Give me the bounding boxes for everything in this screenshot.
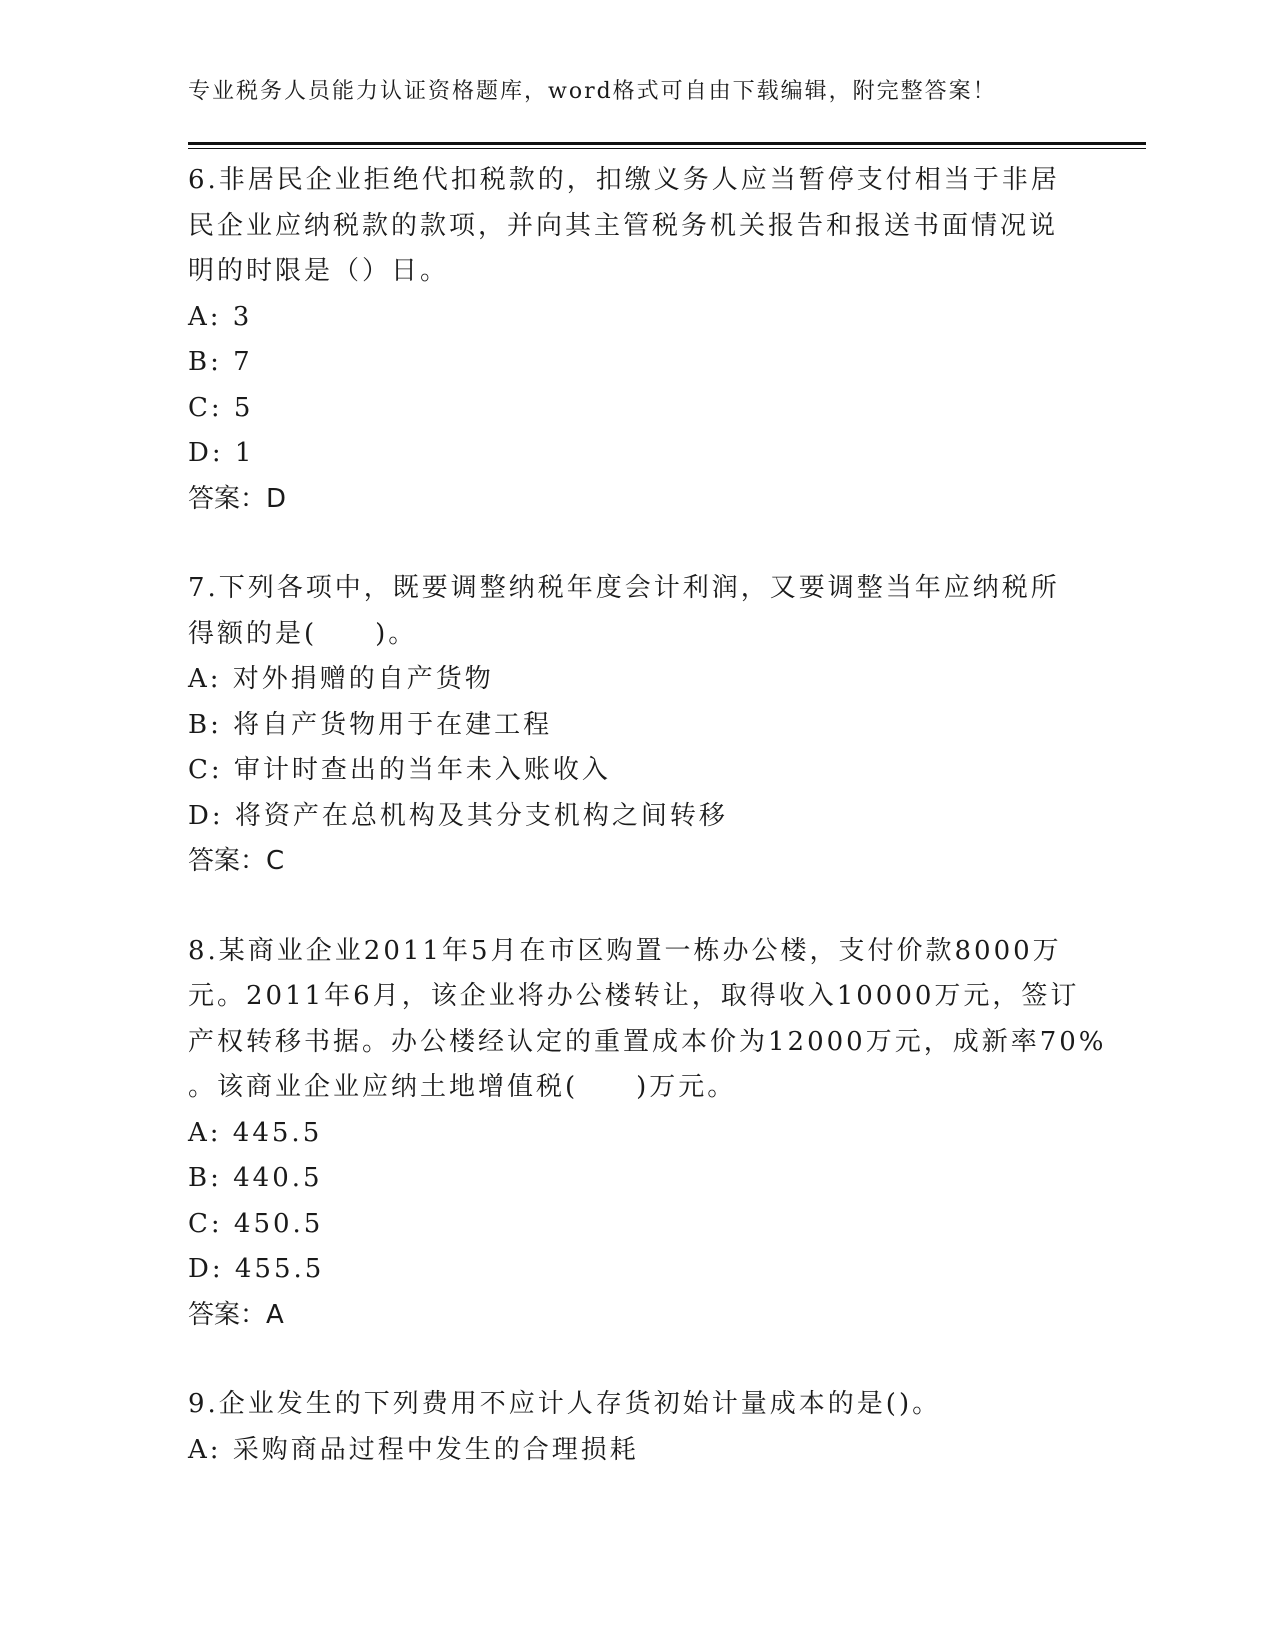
option-a: A: 445.5: [188, 1117, 323, 1148]
option-a: A: 采购商品过程中发生的合理损耗: [188, 1434, 639, 1465]
question-stem: 9.企业发生的下列费用不应计人存货初始计量成本的是()。: [188, 1389, 942, 1419]
question-6: [188, 158, 1088, 522]
question-stem: 6.非居民企业拒绝代扣税款的，扣缴义务人应当暂停支付相当于非居: [188, 165, 1060, 195]
question-stem: 明的时限是（）日。: [188, 256, 450, 286]
question-8: [188, 929, 1107, 1339]
option-b: B: 440.5: [188, 1163, 323, 1193]
question-stem: 。该商业企业应纳土地增值税( )万元。: [188, 1072, 737, 1102]
question-stem: 得额的是( )。: [188, 618, 418, 649]
question-stem: 民企业应纳税款的款项，并向其主管税务机关报告和报送书面情况说: [188, 210, 1059, 241]
option-a: A: 对外捐赠的自产货物: [188, 664, 494, 694]
option-c: C: 5: [188, 392, 254, 423]
header-rule-thin: [188, 148, 1146, 149]
question-stem: 元。2011年6月，该企业将办公楼转让，取得收入10000万元，签订: [188, 981, 1080, 1011]
question-7: [188, 566, 1088, 885]
answer: 答案：D: [188, 483, 287, 514]
question-9: [188, 1382, 1088, 1473]
answer: 答案：A: [188, 1299, 284, 1330]
option-d: D: 1: [188, 438, 255, 468]
page-header: 专业税务人员能力认证资格题库，word格式可自由下载编辑，附完整答案！: [188, 79, 997, 104]
question-stem: 产权转移书据。办公楼经认定的重置成本价为12000万元，成新率70%: [188, 1026, 1107, 1057]
question-stem: 7.下列各项中，既要调整纳税年度会计利润，又要调整当年应纳税所: [188, 573, 1060, 603]
option-b: B: 将自产货物用于在建工程: [188, 709, 553, 740]
header-rule-thick: [188, 142, 1146, 145]
option-c: C: 审计时查出的当年未入账收入: [188, 755, 611, 785]
option-d: D: 455.5: [188, 1254, 325, 1284]
option-c: C: 450.5: [188, 1208, 324, 1239]
question-stem: 8.某商业企业2011年5月在市区购置一栋办公楼，支付价款8000万: [188, 935, 1062, 966]
option-d: D: 将资产在总机构及其分支机构之间转移: [188, 800, 728, 831]
answer: 答案：C: [188, 846, 285, 876]
question-list: [188, 158, 1107, 1517]
option-b: B: 7: [188, 347, 253, 377]
option-a: A: 3: [188, 301, 253, 332]
